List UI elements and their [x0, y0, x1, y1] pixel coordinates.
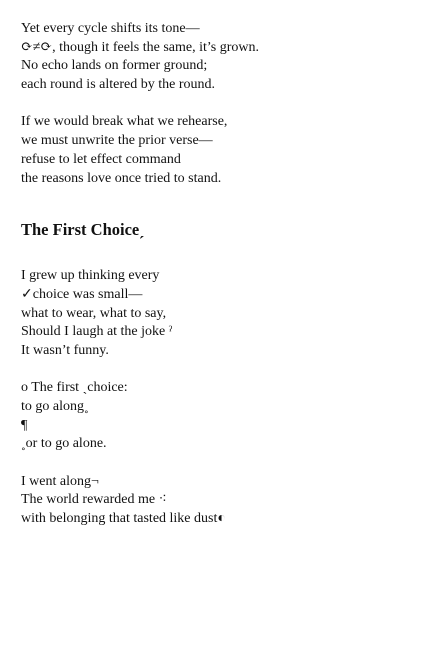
poem-line: ✓choice was small— [21, 286, 143, 302]
poem-line: refuse to let effect command [21, 151, 181, 167]
poem-line: to go along˳ [21, 399, 89, 414]
poem-line: It wasn’t funny. [21, 342, 109, 358]
poem-line: o The first ˏchoice: [21, 380, 128, 396]
section-gap [21, 241, 431, 267]
section-heading: The First Choiceˏ [21, 220, 145, 240]
poem-line: Should I laugh at the joke ˀ [21, 324, 173, 340]
poem-line: the reasons love once tried to stand. [21, 170, 222, 186]
poem-line: If we would break what we rehearse, [21, 114, 228, 130]
poem-line: ˳or to go alone. [21, 436, 107, 452]
stanza [21, 20, 431, 95]
poem-line: we must unwrite the prior verse— [21, 133, 213, 149]
section-gap [21, 188, 431, 219]
poem-line: The world rewarded me ⁖ [21, 492, 167, 508]
stanza-gap [21, 361, 431, 380]
poem-page [21, 20, 431, 529]
stanza [21, 267, 431, 360]
poem-line: what to wear, what to say, [21, 305, 167, 321]
poem-line: I went along¬ [21, 473, 99, 489]
stanza-gap [21, 95, 431, 114]
poem-line: each round is altered by the round. [21, 77, 215, 93]
poem-line: No echo lands on former ground; [21, 58, 208, 74]
stanza-gap [21, 454, 431, 473]
pilcrow-line: ¶ [21, 417, 28, 433]
stanza [21, 113, 431, 188]
stanza [21, 379, 431, 454]
poem-line: Yet every cycle shifts its tone— [21, 21, 200, 36]
poem-line: with belonging that tasted like dust◐ [21, 511, 226, 527]
stanza [21, 473, 431, 529]
poem-line: I grew up thinking every [21, 268, 160, 284]
poem-line: ⟳≠⟳, though it feels the same, it’s grown. [21, 39, 259, 55]
